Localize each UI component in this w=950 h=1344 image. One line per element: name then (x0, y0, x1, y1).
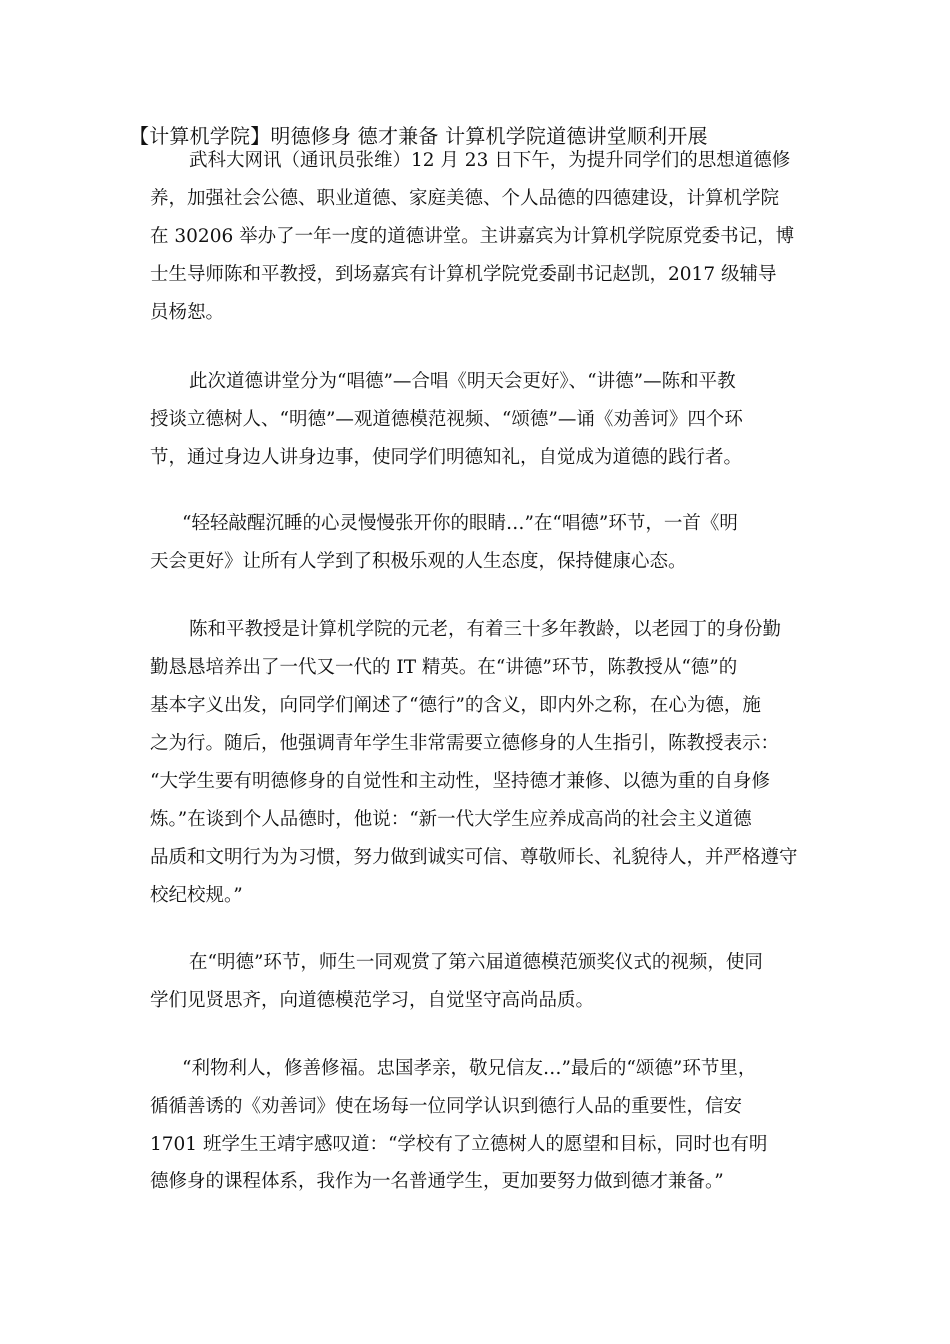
paragraph-5-line-1: 在“明德”环节，师生一同观赏了第六届道德模范颁奖仪式的视频，使同 (189, 952, 763, 973)
article-title: 【计算机学院】明德修身 德才兼备 计算机学院道德讲堂顺利开展 (129, 124, 708, 148)
paragraph-4-line-2: 勤恳恳培养出了一代又一代的 IT 精英。在“讲德”环节，陈教授从“德”的 (150, 657, 738, 678)
paragraph-1-line-3: 在 30206 举办了一年一度的道德讲堂。主讲嘉宾为计算机学院原党委书记，博 (150, 226, 795, 247)
paragraph-6-line-2: 循循善诱的《劝善词》使在场每一位同学认识到德行人品的重要性，信安 (150, 1096, 743, 1117)
paragraph-4-line-3: 基本字义出发，向同学们阐述了“德行”的含义，即内外之称，在心为德，施 (150, 695, 761, 716)
paragraph-1-line-5: 员杨恕。 (150, 302, 225, 323)
paragraph-1-line-2: 养，加强社会公德、职业道德、家庭美德、个人品德的四德建设，计算机学院 (150, 188, 780, 209)
paragraph-5-line-2: 学们见贤思齐，向道德模范学习，自觉坚守高尚品质。 (150, 990, 595, 1011)
paragraph-4-line-8: 校纪校规。” (150, 885, 243, 906)
paragraph-2-line-2: 授谈立德树人、“明德”—观道德模范视频、“颂德”—诵《劝善诃》四个环 (150, 409, 743, 430)
paragraph-6-line-1: “利物利人，修善修福。忠国孝亲，敬兄信友…”最后的“颂德”环节里， (182, 1058, 757, 1079)
paragraph-3-line-1: “轻轻敲醒沉睡的心灵慢慢张开你的眼睛…”在“唱德”环节，一首《明 (182, 513, 738, 534)
paragraph-4-line-7: 品质和文明行为为习惯，努力做到诚实可信、尊敬师长、礼貌待人，并严格遵守 (150, 847, 798, 868)
paragraph-2-line-1: 此次道德讲堂分为“唱德”—合唱《明天会更好》、“讲德”—陈和平教 (189, 371, 736, 392)
paragraph-6-line-3: 1701 班学生王靖宇感叹道：“学校有了立德树人的愿望和目标，同时也有明 (150, 1134, 768, 1155)
paragraph-4-line-5: “大学生要有明德修身的自觉性和主动性，坚持德才兼修、以德为重的自身修 (150, 771, 770, 792)
paragraph-4-line-1: 陈和平教授是计算机学院的元老，有着三十多年教龄，以老园丁的身份勤 (189, 619, 782, 640)
paragraph-2-line-3: 节，通过身边人讲身边事，使同学们明德知礼，自觉成为道德的践行者。 (150, 447, 743, 468)
paragraph-3-line-2: 天会更好》让所有人学到了积极乐观的人生态度，保持健康心态。 (150, 551, 687, 572)
paragraph-6-line-4: 德修身的课程体系，我作为一名普通学生，更加要努力做到德才兼备。” (150, 1171, 724, 1192)
paragraph-4-line-6: 炼。”在谈到个人品德时，他说：“新一代大学生应养成高尚的社会主义道德 (150, 809, 752, 830)
paragraph-1-line-4: 士生导师陈和平教授，到场嘉宾有计算机学院党委副书记赵凯，2017 级辅导 (150, 264, 777, 285)
paragraph-4-line-4: 之为行。随后，他强调青年学生非常需要立德修身的人生指引，陈教授表示： (150, 733, 780, 754)
paragraph-1-line-1: 武科大网讯（通讯员张维）12 月 23 日下午，为提升同学们的思想道德修 (189, 150, 791, 171)
